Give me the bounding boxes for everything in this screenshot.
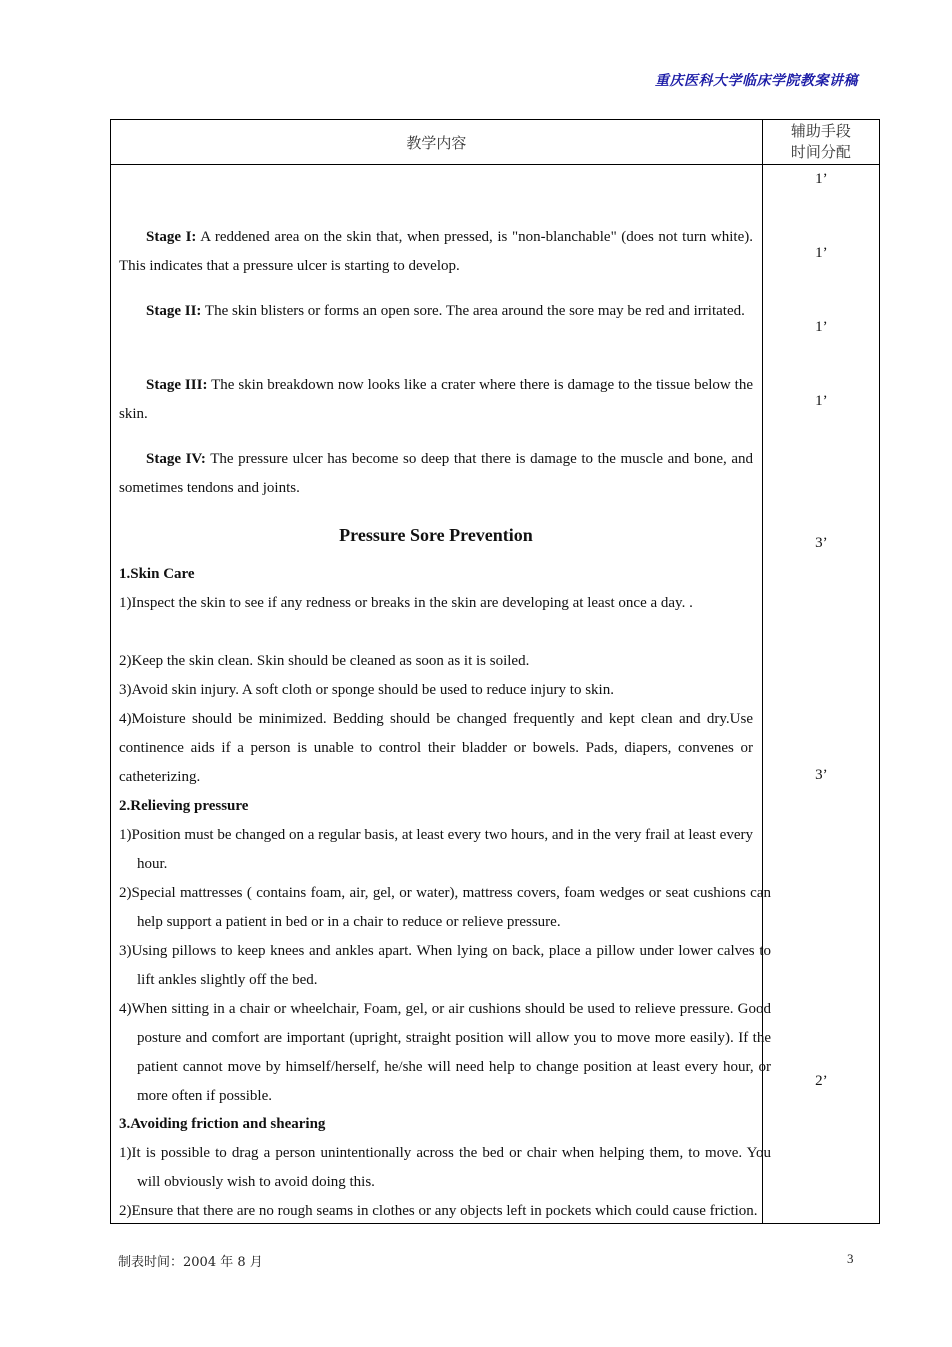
time-column-header (762, 120, 879, 165)
stage-1-paragraph (119, 223, 753, 281)
made-time-footer: 制表时间：2004 年 8 月 (118, 1255, 263, 1270)
skin-care-item-2: 2)Keep the skin clean. Skin should be cleaned as soon as it is soiled. (119, 653, 530, 669)
stage-4-paragraph (119, 445, 753, 503)
time-header-line2: 时间分配 (790, 143, 851, 161)
friction-heading: 3.Avoiding friction and shearing (119, 1116, 326, 1132)
relieving-item-1: 1)Position must be changed on a regular basis, at least every two hours, and in the very frail at least every hour. (119, 827, 753, 872)
prevention-title: Pressure Sore Prevention (339, 525, 533, 545)
table-body-row (111, 165, 880, 1224)
lesson-table (110, 119, 880, 1224)
stage-1-label: Stage I: (146, 229, 197, 245)
stage-3-text: The skin breakdown now looks like a crater where there is damage to the tissue below the skin. (119, 377, 753, 422)
institution-header: 重庆医科大学临床学院教案讲稿 (655, 73, 858, 89)
stage-3-time: 1’ (815, 319, 828, 335)
friction-item-1: 1)It is possible to drag a person unintentionally across the bed or chair when helping them, to move. You will obviously wish to avoid doing this. (119, 1145, 771, 1190)
skin-care-time: 3’ (815, 535, 828, 551)
skin-care-heading: 1.Skin Care (119, 566, 195, 582)
time-cell (762, 165, 879, 1224)
skin-care-item-3: 3)Avoid skin injury. A soft cloth or sponge should be used to reduce injury to skin. (119, 682, 614, 698)
skin-care-item-4: 4)Moisture should be minimized. Bedding should be changed frequently and kept clean and dry.Use continence aids if a person is unable to control their bladder or bowels. Pads, diapers, convenes or catheterizing. (119, 711, 753, 785)
stage-2-paragraph (119, 297, 753, 326)
stage-2-text: The skin blisters or forms an open sore. The area around the sore may be red and irritated. (201, 303, 745, 319)
relieving-pressure-heading: 2.Relieving pressure (119, 798, 249, 814)
table-header-row (111, 120, 880, 165)
stage-3-paragraph (119, 371, 753, 429)
content-cell (111, 165, 771, 1224)
friction-time: 2’ (815, 1073, 828, 1089)
relieving-item-4: 4)When sitting in a chair or wheelchair, Foam, gel, or air cushions should be used to relieve pressure. Good posture and comfort are important (upright, straight position will allow you to move more easily). If the patient cannot move by himself/herself, he/she will need help to change position at least every hour, or more often if possible. (119, 1001, 771, 1104)
stage-4-text: The pressure ulcer has become so deep that there is damage to the muscle and bone, and sometimes tendons and joints. (119, 451, 753, 496)
relieving-item-3: 3)Using pillows to keep knees and ankles apart. When lying on back, place a pillow under lower calves to lift ankles slightly off the bed. (119, 943, 771, 988)
relieving-item-2: 2)Special mattresses ( contains foam, air, gel, or water), mattress covers, foam wedges or seat cushions can help support a patient in bed or in a chair to reduce or relieve pressure. (119, 885, 771, 930)
stage-3-label: Stage III: (146, 377, 208, 393)
time-header-line1: 辅助手段 (790, 122, 851, 140)
skin-care-item-1: 1)Inspect the skin to see if any redness or breaks in the skin are developing at least once a day. . (119, 595, 693, 611)
relieving-time: 3’ (815, 767, 828, 783)
stage-2-time: 1’ (815, 245, 828, 261)
content-column-header: 教学内容 (111, 120, 763, 165)
stage-1-time: 1’ (815, 171, 828, 187)
stage-2-label: Stage II: (146, 303, 202, 319)
page-number: 3 (847, 1251, 854, 1266)
stage-4-label: Stage IV: (146, 451, 206, 467)
friction-item-2: 2)Ensure that there are no rough seams in clothes or any objects left in pockets which could cause friction. (119, 1203, 758, 1219)
stage-4-time: 1’ (815, 393, 828, 409)
stage-1-text: A reddened area on the skin that, when pressed, is "non-blanchable" (does not turn white). This indicates that a pressure ulcer is starting to develop. (119, 229, 754, 274)
